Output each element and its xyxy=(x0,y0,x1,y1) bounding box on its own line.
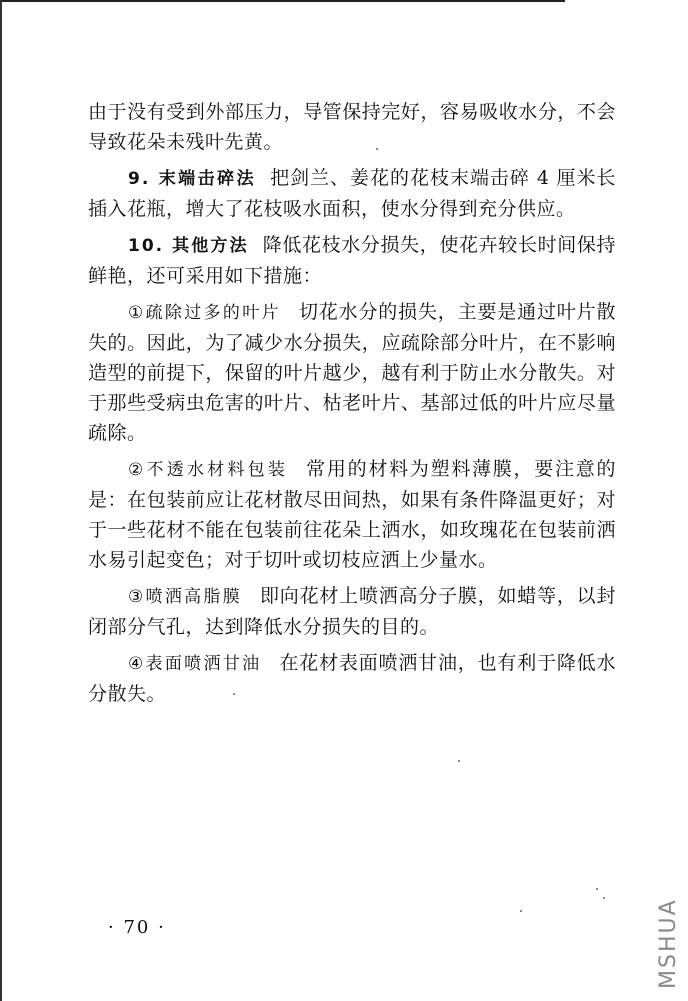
paragraph-text: 在花材表面喷洒甘油，也有利于降低水分散失。 xyxy=(88,652,616,705)
item-heading: ②不透水材料包装 xyxy=(128,460,289,480)
section-heading: 9. 末端击碎法 xyxy=(128,169,257,189)
paragraph-item-1 xyxy=(88,297,616,448)
scan-speck xyxy=(603,897,605,899)
item-heading: ③喷洒高脂膜 xyxy=(128,587,242,607)
item-heading: ①疏除过多的叶片 xyxy=(128,303,281,323)
paragraph-text: 由于没有受到外部压力，导管保持完好，容易吸收水分，不会导致花朵未残叶先黄。 xyxy=(88,101,616,153)
paragraph-method-10 xyxy=(88,230,616,291)
paragraph-item-2 xyxy=(88,454,616,575)
paragraph-method-9 xyxy=(88,163,616,224)
paragraph-continuation xyxy=(88,97,616,157)
scan-speck xyxy=(376,148,378,150)
scan-speck xyxy=(458,760,460,762)
left-border-line xyxy=(0,0,2,1001)
paragraph-text: 即向花材上喷洒高分子膜，如蜡等，以封闭部分气孔，达到降低水分损失的目的。 xyxy=(88,585,616,638)
page-body xyxy=(88,97,616,715)
paragraph-text: 降低花枝水分损失，使花卉较长时间保持鲜艳，还可采用如下措施： xyxy=(88,234,616,287)
scan-speck xyxy=(520,910,522,912)
item-heading: ④表面喷洒甘油 xyxy=(128,654,262,674)
paragraph-item-3 xyxy=(88,581,616,642)
paragraph-text: 切花水分的损失，主要是通过叶片散失的。因此，为了减少水分损失，应疏除部分叶片，在不影响造型的前提下，保留的叶片越少，越有利于防止水分散失。对于那些受病虫危害的叶片、枯老叶片、基部过低的叶片应尽量疏除。 xyxy=(88,301,616,444)
top-border-line xyxy=(0,0,565,2)
paragraph-item-4 xyxy=(88,648,616,709)
section-heading: 10. 其他方法 xyxy=(128,236,249,256)
paragraph-text: 把剑兰、姜花的花枝末端击碎 4 厘米长插入花瓶，增大了花枝吸水面积，使水分得到充分供应。 xyxy=(88,167,616,220)
scan-speck xyxy=(596,888,598,890)
scan-speck xyxy=(233,693,235,695)
page-number: · 70 · xyxy=(108,917,166,938)
watermark: MSHUA xyxy=(656,898,681,989)
paragraph-text: 常用的材料为塑料薄膜，要注意的是：在包装前应让花材散尽田间热，如果有条件降温更好；对于一些花材不能在包装前往花朵上洒水，如玫瑰花在包装前洒水易引起变色；对于切叶或切枝应洒上少量水。 xyxy=(88,458,616,571)
